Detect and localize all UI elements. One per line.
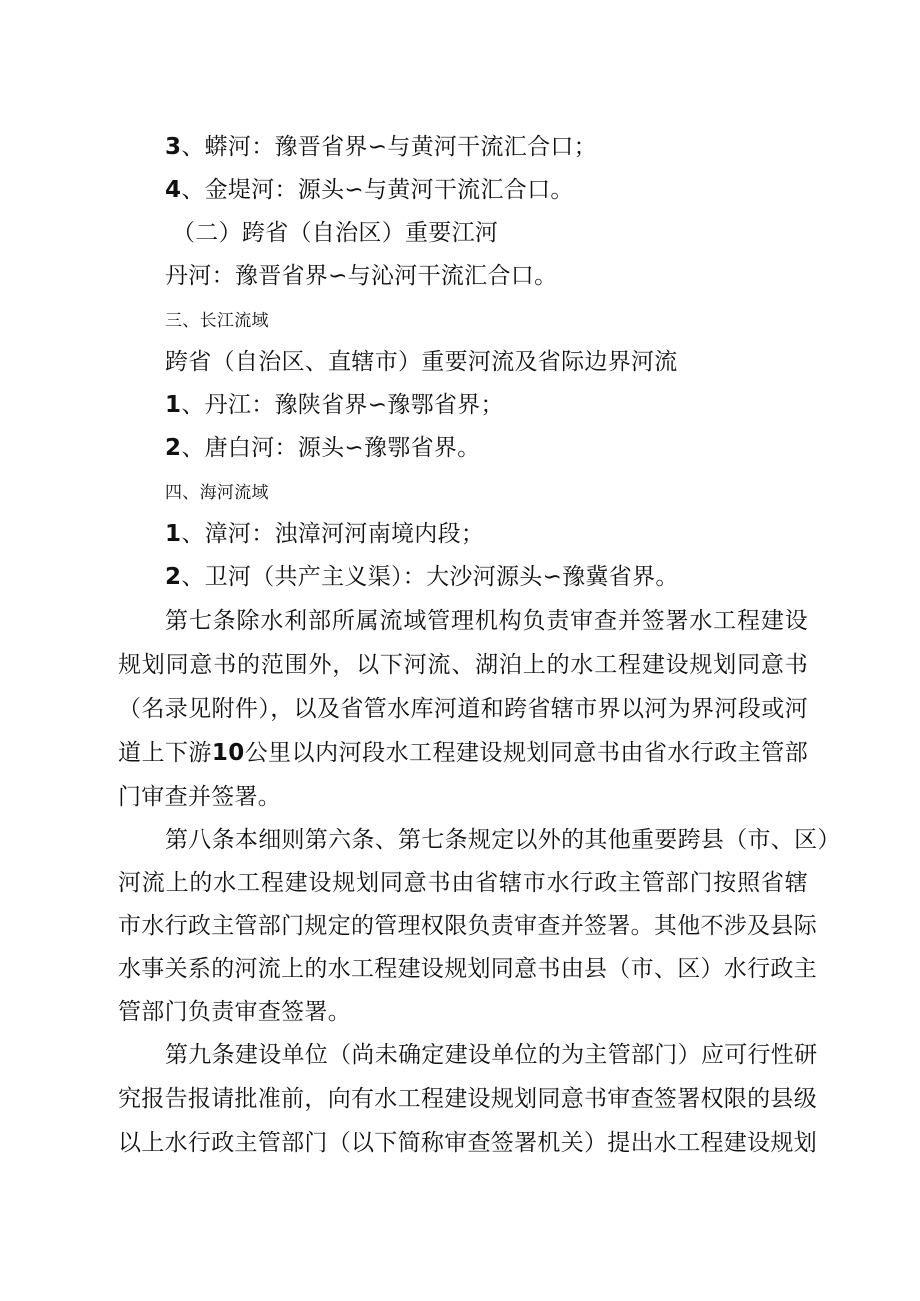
article9-line-2: 究报告报请批准前，向有水工程建设规划同意书审查签署权限的县级 bbox=[118, 1086, 817, 1112]
item-number: 1 bbox=[165, 521, 182, 547]
item-number: 2 bbox=[165, 564, 182, 590]
text-segment: 道上下游 bbox=[118, 740, 212, 766]
item-number: 4 bbox=[165, 177, 182, 203]
article9-line-1: 第九条建设单位（尚未确定建设单位的为主管部门）应可行性研 bbox=[165, 1042, 818, 1068]
item-text: 、蟒河：豫晋省界∽与黄河干流汇合口； bbox=[181, 134, 597, 160]
article7-line-5: 门审查并签署。 bbox=[118, 784, 282, 810]
article8-line-5: 管部门负责审查签署。 bbox=[118, 999, 351, 1025]
changjiang-heading: 三、长江流域 bbox=[165, 311, 269, 331]
distance-number: 10 bbox=[211, 740, 245, 766]
text-segment: 公里以内河段水工程建设规划同意书由省水行政主管部 bbox=[244, 740, 809, 766]
item-text: 、金堤河：源头∽与黄河干流汇合口。 bbox=[181, 177, 574, 203]
article7-line-1: 第七条除水利部所属流域管理机构负责审查并签署水工程建设 bbox=[165, 608, 808, 634]
danhe-item: 丹河：豫晋省界∽与沁河干流汇合口。 bbox=[165, 263, 558, 289]
huanghe-item-3 bbox=[165, 132, 597, 162]
haihe-heading: 四、海河流域 bbox=[165, 483, 269, 503]
item-number: 2 bbox=[165, 435, 182, 461]
item-text: 、唐白河：源头∽豫鄂省界。 bbox=[181, 435, 481, 461]
article7-line-2: 规划同意书的范围外，以下河流、湖泊上的水工程建设规划同意书 bbox=[118, 652, 808, 678]
item-text: 、漳河：浊漳河河南境内段； bbox=[181, 521, 485, 547]
haihe-item-2 bbox=[165, 562, 679, 592]
article8-line-3: 市水行政主管部门规定的管理权限负责审查并签署。其他不涉及县际 bbox=[118, 913, 817, 939]
item-number: 1 bbox=[165, 392, 182, 418]
article8-line-2: 河流上的水工程建设规划同意书由省辖市水行政主管部门按照省辖 bbox=[118, 870, 808, 896]
article8-line-4: 水事关系的河流上的水工程建设规划同意书由县（市、区）水行政主 bbox=[118, 956, 817, 982]
article7-line-3: （名录见附件），以及省管水库河道和跨省辖市界以河为界河段或河 bbox=[118, 696, 808, 722]
item-text: 、卫河（共产主义渠）：大沙河源头∽豫冀省界。 bbox=[181, 564, 679, 590]
item-text: 、丹江：豫陕省界∽豫鄂省界； bbox=[181, 392, 504, 418]
haihe-item-1 bbox=[165, 519, 484, 549]
changjiang-item-2 bbox=[165, 433, 480, 463]
changjiang-subtitle: 跨省（自治区、直辖市）重要河流及省际边界河流 bbox=[165, 349, 678, 375]
huanghe-sub-heading: （二）跨省（自治区）重要江河 bbox=[172, 220, 499, 246]
article8-line-1: 第八条本细则第六条、第七条规定以外的其他重要跨县（市、区） bbox=[165, 827, 841, 853]
item-number: 3 bbox=[165, 134, 182, 160]
huanghe-item-4 bbox=[165, 175, 574, 205]
article7-line-4 bbox=[118, 738, 808, 768]
article9-line-3: 以上水行政主管部门（以下简称审查签署机关）提出水工程建设规划 bbox=[118, 1130, 817, 1156]
changjiang-item-1 bbox=[165, 390, 504, 420]
